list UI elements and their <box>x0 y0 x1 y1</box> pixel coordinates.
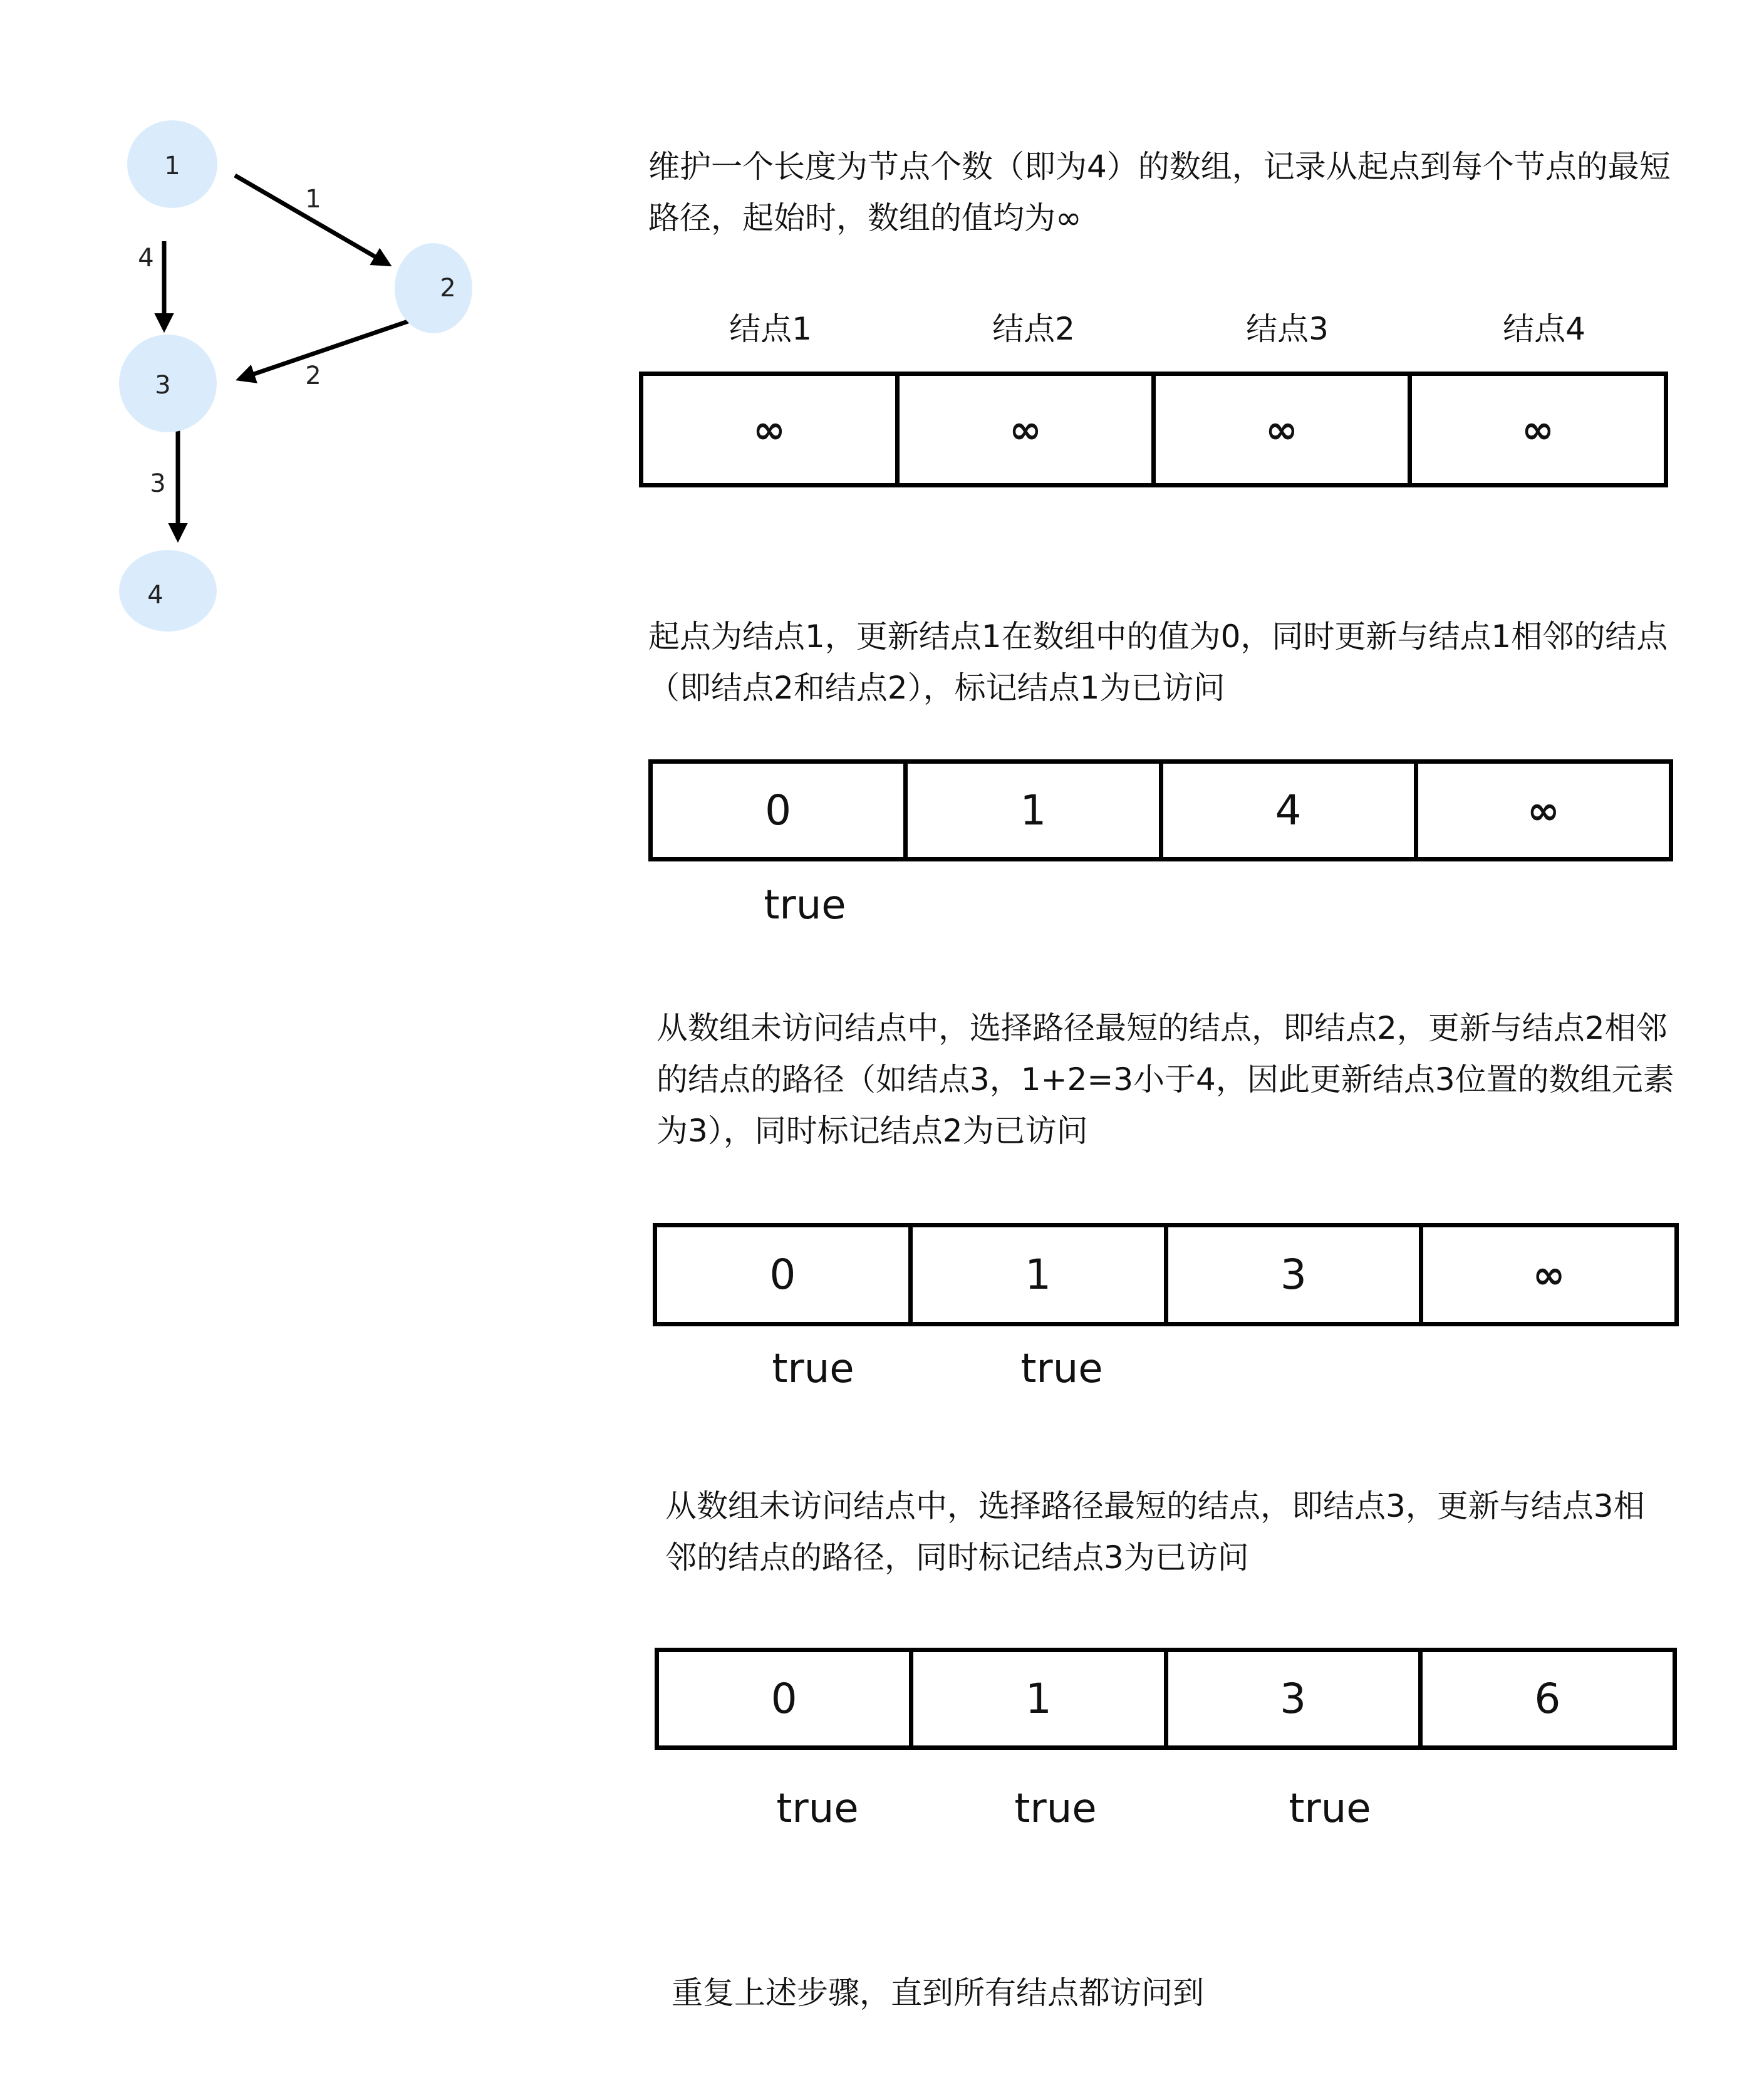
visited-flag: true <box>1020 1346 1103 1392</box>
visited-flag: true <box>1014 1786 1097 1832</box>
step1-description: 起点为结点1，更新结点1在数组中的值为0，同时更新与结点1相邻的结点（即结点2和结点2），标记结点1为已访问 <box>648 618 1668 706</box>
graph-node-4 <box>119 550 217 632</box>
header-node-2: 结点2 <box>992 311 1075 347</box>
array-cell: ∞ <box>1414 764 1669 857</box>
array-cell: 1 <box>903 764 1158 857</box>
node-label-4: 4 <box>147 581 163 610</box>
step0-node-headers <box>0 307 1764 351</box>
step2-visited-flags <box>0 1341 1764 1397</box>
edge-weight-3-4: 3 <box>150 469 166 498</box>
header-node-4: 结点4 <box>1503 311 1585 347</box>
node-label-1: 1 <box>164 152 180 180</box>
array-cell: ∞ <box>1408 376 1664 483</box>
edge-weight-1-2: 1 <box>305 185 321 214</box>
step2-distance-array <box>653 1223 1679 1326</box>
step2-description: 从数组未访问结点中，选择路径最短的结点，即结点2，更新与结点2相邻的结点的路径（如结点3，1+2=3小于4，因此更新结点3位置的数组元素为3），同时标记结点2为已访问 <box>656 1010 1674 1149</box>
header-node-3: 结点3 <box>1246 311 1329 347</box>
step1-visited-flags <box>0 877 1764 933</box>
array-cell: 0 <box>770 1675 797 1723</box>
array-cell: 1 <box>909 1652 1163 1745</box>
array-cell: 0 <box>765 786 792 835</box>
array-cell: 3 <box>1164 1652 1418 1745</box>
visited-flag: true <box>1289 1786 1371 1832</box>
step1-distance-array <box>648 759 1673 861</box>
node-label-2: 2 <box>440 274 456 303</box>
node-label-3: 3 <box>155 371 171 400</box>
array-cell: ∞ <box>753 407 786 452</box>
array-cell: ∞ <box>1419 1227 1674 1322</box>
array-cell: 1 <box>908 1227 1164 1322</box>
graph-node-1 <box>127 120 217 208</box>
visited-flag: true <box>776 1786 859 1832</box>
edge-weight-1-3: 4 <box>138 244 154 273</box>
step3-visited-flags <box>0 1781 1764 1837</box>
header-node-1: 结点1 <box>729 311 812 347</box>
array-cell: 0 <box>769 1251 796 1299</box>
step3-description: 从数组未访问结点中，选择路径最短的结点，即结点3，更新与结点3相邻的结点的路径，同时标记结点3为已访问 <box>665 1488 1645 1576</box>
visited-flag: true <box>764 882 846 928</box>
array-cell: ∞ <box>1151 376 1408 483</box>
array-cell: ∞ <box>895 376 1151 483</box>
footer-description: 重复上述步骤，直到所有结点都访问到 <box>672 1975 1204 2011</box>
visited-flag: true <box>772 1346 854 1392</box>
step0-distance-array <box>639 372 1668 487</box>
array-cell: 3 <box>1164 1227 1419 1322</box>
array-cell: 6 <box>1418 1652 1673 1745</box>
step0-description: 维护一个长度为节点个数（即为4）的数组，记录从起点到每个节点的最短路径，起始时，数组的值均为∞ <box>648 148 1671 236</box>
edge-weight-2-3: 2 <box>305 361 321 390</box>
step3-distance-array <box>655 1648 1677 1750</box>
array-cell: 4 <box>1159 764 1414 857</box>
